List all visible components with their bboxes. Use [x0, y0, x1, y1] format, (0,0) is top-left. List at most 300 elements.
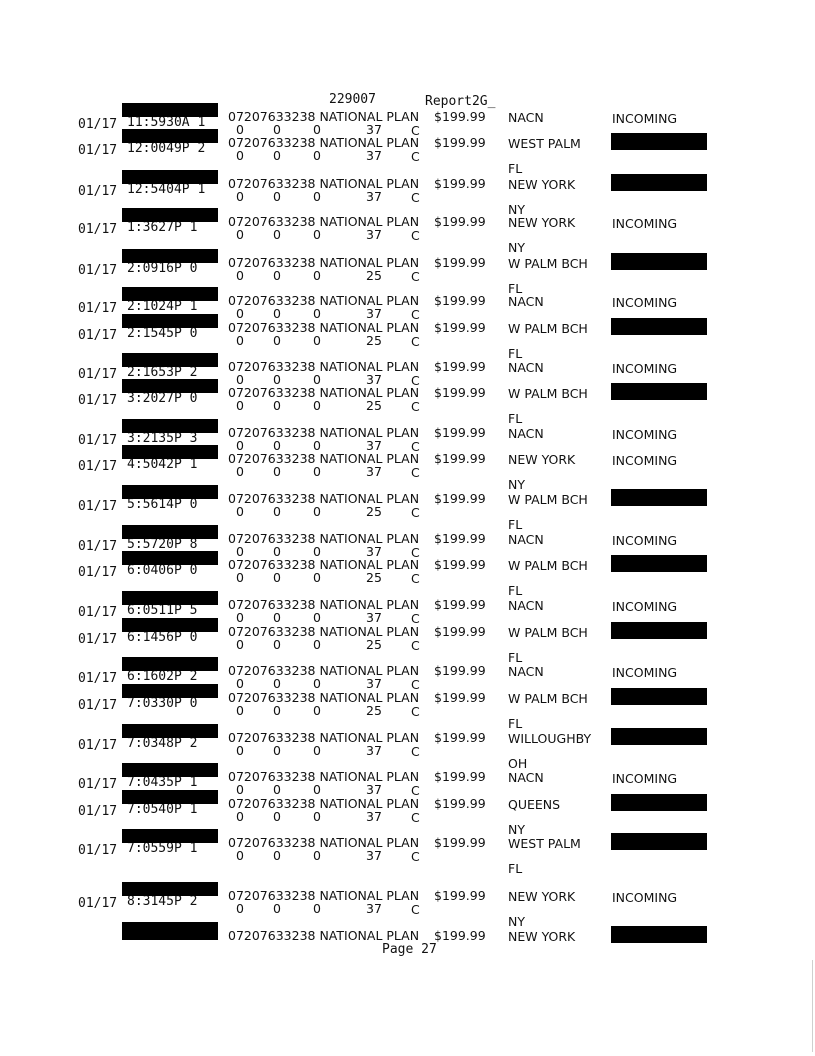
row-zero: 0 [236, 637, 244, 652]
redaction-bar [122, 208, 218, 222]
redaction-bar [122, 485, 218, 499]
row-code: C [411, 638, 420, 653]
call-time: 2:1653P 2 [127, 367, 198, 376]
row-zero: 0 [236, 504, 244, 519]
row-code: C [411, 677, 420, 692]
redaction-bar [122, 170, 218, 184]
call-date: 01/17 [78, 433, 118, 448]
call-time: 12:0049P 2 [127, 143, 206, 152]
row-zero: 0 [313, 743, 321, 758]
plan-price: $199.99 [434, 451, 486, 466]
call-city: W PALM BCH [508, 321, 588, 336]
call-date: 01/17 [78, 539, 118, 554]
plan-number: 07207633238 NATIONAL PLAN [228, 663, 420, 678]
redaction-bar [611, 174, 707, 191]
redaction-bar [122, 287, 218, 301]
row-zero: 0 [313, 901, 321, 916]
row-zero: 0 [236, 306, 244, 321]
call-date: 01/17 [78, 143, 118, 158]
incoming-label: INCOMING [612, 771, 678, 786]
call-date: 01/17 [78, 632, 118, 647]
call-time: 7:0330P 0 [127, 698, 198, 707]
plan-price: $199.99 [434, 796, 486, 811]
plan-price: $199.99 [434, 359, 486, 374]
row-code: C [411, 783, 420, 798]
call-time: 7:0348P 2 [127, 738, 198, 747]
row-zero: 0 [273, 782, 281, 797]
redaction-bar [122, 790, 218, 804]
row-count: 37 [366, 544, 382, 559]
plan-number: 07207633238 NATIONAL PLAN [228, 491, 420, 506]
redaction-bar [611, 133, 707, 150]
call-city: NEW YORK [508, 929, 576, 944]
call-city: W PALM BCH [508, 625, 588, 640]
row-count: 25 [366, 637, 382, 652]
plan-price: $199.99 [434, 928, 486, 943]
redaction-bar [122, 353, 218, 367]
plan-number: 07207633238 NATIONAL PLAN [228, 451, 420, 466]
row-count: 25 [366, 703, 382, 718]
row-zero: 0 [236, 268, 244, 283]
redaction-bar [611, 688, 707, 705]
call-state: FL [508, 161, 523, 176]
row-count: 37 [366, 148, 382, 163]
row-zero: 0 [273, 544, 281, 559]
row-count: 37 [366, 464, 382, 479]
redaction-bar [611, 318, 707, 335]
row-zero: 0 [236, 189, 244, 204]
plan-number: 07207633238 NATIONAL PLAN [228, 176, 420, 191]
row-code: C [411, 744, 420, 759]
plan-price: $199.99 [434, 425, 486, 440]
call-time: 2:0916P 0 [127, 263, 198, 272]
call-date: 01/17 [78, 263, 118, 278]
row-zero: 0 [273, 743, 281, 758]
row-zero: 0 [236, 782, 244, 797]
plan-price: $199.99 [434, 557, 486, 572]
redaction-bar [122, 829, 218, 843]
plan-number: 07207633238 NATIONAL PLAN [228, 385, 420, 400]
call-state: NY [508, 914, 525, 929]
plan-number: 07207633238 NATIONAL PLAN [228, 597, 420, 612]
row-zero: 0 [273, 676, 281, 691]
plan-price: $199.99 [434, 888, 486, 903]
plan-price: $199.99 [434, 293, 486, 308]
row-zero: 0 [236, 809, 244, 824]
call-date: 01/17 [78, 565, 118, 580]
row-zero: 0 [313, 676, 321, 691]
plan-price: $199.99 [434, 255, 486, 270]
call-time: 12:5404P 1 [127, 184, 206, 193]
call-state: NY [508, 477, 525, 492]
row-zero: 0 [313, 570, 321, 585]
call-city: NACN [508, 294, 544, 309]
row-code: C [411, 373, 420, 388]
row-zero: 0 [236, 901, 244, 916]
row-zero: 0 [313, 333, 321, 348]
call-city: W PALM BCH [508, 691, 588, 706]
call-date: 01/17 [78, 671, 118, 686]
row-code: C [411, 228, 420, 243]
redaction-bar [611, 555, 707, 572]
redaction-bar [122, 249, 218, 263]
call-city: NACN [508, 770, 544, 785]
plan-price: $199.99 [434, 624, 486, 639]
call-date: 01/17 [78, 393, 118, 408]
row-zero: 0 [313, 438, 321, 453]
incoming-label: INCOMING [612, 295, 678, 310]
redaction-bar [122, 922, 218, 940]
redaction-bar [122, 684, 218, 698]
call-city: NACN [508, 360, 544, 375]
row-zero: 0 [313, 848, 321, 863]
row-count: 37 [366, 782, 382, 797]
call-date: 01/17 [78, 605, 118, 620]
row-zero: 0 [313, 464, 321, 479]
call-city: QUEENS [508, 797, 561, 812]
row-code: C [411, 123, 420, 138]
call-date: 01/17 [78, 738, 118, 753]
report-name: Report2G_ [425, 94, 496, 109]
row-zero: 0 [273, 901, 281, 916]
row-zero: 0 [313, 544, 321, 559]
row-zero: 0 [313, 306, 321, 321]
plan-price: $199.99 [434, 135, 486, 150]
call-date: 01/17 [78, 117, 118, 132]
row-zero: 0 [273, 464, 281, 479]
call-city: WEST PALM [508, 136, 581, 151]
plan-number: 07207633238 NATIONAL PLAN [228, 769, 420, 784]
incoming-label: INCOMING [612, 599, 678, 614]
call-state: NY [508, 240, 525, 255]
redaction-bar [122, 551, 218, 565]
plan-price: $199.99 [434, 663, 486, 678]
plan-price: $199.99 [434, 769, 486, 784]
row-code: C [411, 399, 420, 414]
call-state: FL [508, 650, 523, 665]
row-zero: 0 [236, 438, 244, 453]
row-count: 25 [366, 504, 382, 519]
redaction-bar [122, 445, 218, 459]
redaction-bar [611, 622, 707, 639]
row-count: 37 [366, 610, 382, 625]
row-code: C [411, 902, 420, 917]
row-zero: 0 [236, 848, 244, 863]
redaction-bar [122, 419, 218, 433]
incoming-label: INCOMING [612, 665, 678, 680]
row-code: C [411, 269, 420, 284]
row-zero: 0 [273, 122, 281, 137]
row-zero: 0 [273, 372, 281, 387]
call-city: WEST PALM [508, 836, 581, 851]
call-time: 3:2027P 0 [127, 393, 198, 402]
incoming-label: INCOMING [612, 453, 678, 468]
row-code: C [411, 190, 420, 205]
incoming-label: INCOMING [612, 111, 678, 126]
row-zero: 0 [273, 268, 281, 283]
plan-number: 07207633238 NATIONAL PLAN [228, 293, 420, 308]
call-date: 01/17 [78, 184, 118, 199]
row-zero: 0 [236, 464, 244, 479]
row-zero: 0 [313, 782, 321, 797]
row-zero: 0 [273, 504, 281, 519]
row-zero: 0 [273, 227, 281, 242]
call-time: 2:1024P 1 [127, 301, 198, 310]
row-code: C [411, 810, 420, 825]
redaction-bar [611, 794, 707, 811]
row-zero: 0 [313, 504, 321, 519]
row-count: 25 [366, 333, 382, 348]
row-count: 37 [366, 189, 382, 204]
call-city: NACN [508, 598, 544, 613]
call-state: FL [508, 411, 523, 426]
redaction-bar [611, 728, 707, 745]
row-count: 37 [366, 809, 382, 824]
row-zero: 0 [236, 148, 244, 163]
plan-number: 07207633238 NATIONAL PLAN [228, 796, 420, 811]
plan-price: $199.99 [434, 531, 486, 546]
redaction-bar [122, 314, 218, 328]
call-date: 01/17 [78, 459, 118, 474]
call-state: FL [508, 281, 523, 296]
row-zero: 0 [236, 398, 244, 413]
call-city: NEW YORK [508, 889, 576, 904]
row-zero: 0 [236, 676, 244, 691]
call-city: NACN [508, 110, 544, 125]
redaction-bar [122, 657, 218, 671]
plan-number: 07207633238 NATIONAL PLAN [228, 690, 420, 705]
row-zero: 0 [313, 637, 321, 652]
row-zero: 0 [313, 610, 321, 625]
redaction-bar [611, 383, 707, 400]
row-code: C [411, 571, 420, 586]
call-city: NACN [508, 532, 544, 547]
plan-price: $199.99 [434, 491, 486, 506]
plan-number: 07207633238 NATIONAL PLAN [228, 888, 420, 903]
row-zero: 0 [273, 570, 281, 585]
call-date: 01/17 [78, 328, 118, 343]
call-state: FL [508, 346, 523, 361]
row-count: 37 [366, 122, 382, 137]
row-code: C [411, 611, 420, 626]
redaction-bar [122, 763, 218, 777]
row-code: C [411, 465, 420, 480]
row-zero: 0 [236, 122, 244, 137]
call-state: FL [508, 861, 523, 876]
redaction-bar [611, 926, 707, 943]
plan-price: $199.99 [434, 214, 486, 229]
row-zero: 0 [313, 372, 321, 387]
call-time: 4:5042P 1 [127, 459, 198, 468]
call-state: FL [508, 583, 523, 598]
call-time: 2:1545P 0 [127, 328, 198, 337]
row-zero: 0 [313, 227, 321, 242]
redaction-bar [122, 103, 218, 117]
incoming-label: INCOMING [612, 533, 678, 548]
row-code: C [411, 439, 420, 454]
call-time: 1:3627P 1 [127, 222, 198, 231]
plan-number: 07207633238 NATIONAL PLAN [228, 359, 420, 374]
row-code: C [411, 149, 420, 164]
redaction-bar [122, 591, 218, 605]
plan-number: 07207633238 NATIONAL PLAN [228, 624, 420, 639]
call-state: NY [508, 202, 525, 217]
row-zero: 0 [273, 189, 281, 204]
row-count: 37 [366, 372, 382, 387]
row-zero: 0 [313, 398, 321, 413]
row-count: 25 [366, 398, 382, 413]
call-city: NEW YORK [508, 215, 576, 230]
call-state: FL [508, 716, 523, 731]
row-zero: 0 [273, 637, 281, 652]
plan-price: $199.99 [434, 176, 486, 191]
redaction-bar [122, 525, 218, 539]
call-city: NEW YORK [508, 452, 576, 467]
plan-price: $199.99 [434, 109, 486, 124]
plan-number: 07207633238 NATIONAL PLAN [228, 214, 420, 229]
plan-number: 07207633238 NATIONAL PLAN [228, 425, 420, 440]
scan-edge-line [812, 960, 813, 1052]
call-city: NACN [508, 426, 544, 441]
row-code: C [411, 307, 420, 322]
row-zero: 0 [236, 570, 244, 585]
call-time: 5:5720P 8 [127, 539, 198, 548]
redaction-bar [611, 833, 707, 850]
call-date: 01/17 [78, 301, 118, 316]
call-time: 5:5614P 0 [127, 499, 198, 508]
plan-number: 07207633238 NATIONAL PLAN [228, 255, 420, 270]
redaction-bar [122, 618, 218, 632]
plan-number: 07207633238 NATIONAL PLAN [228, 928, 420, 943]
call-state: FL [508, 517, 523, 532]
call-date: 01/17 [78, 896, 118, 911]
row-zero: 0 [273, 610, 281, 625]
call-time: 6:1456P 0 [127, 632, 198, 641]
row-code: C [411, 334, 420, 349]
plan-number: 07207633238 NATIONAL PLAN [228, 320, 420, 335]
call-city: WILLOUGHBY [508, 731, 592, 746]
call-date: 01/17 [78, 499, 118, 514]
row-zero: 0 [236, 703, 244, 718]
plan-number: 07207633238 NATIONAL PLAN [228, 109, 420, 124]
row-count: 37 [366, 901, 382, 916]
call-date: 01/17 [78, 698, 118, 713]
redaction-bar [122, 129, 218, 143]
call-date: 01/17 [78, 804, 118, 819]
plan-number: 07207633238 NATIONAL PLAN [228, 135, 420, 150]
incoming-label: INCOMING [612, 890, 678, 905]
row-zero: 0 [273, 306, 281, 321]
row-zero: 0 [273, 438, 281, 453]
row-zero: 0 [273, 333, 281, 348]
plan-price: $199.99 [434, 835, 486, 850]
row-zero: 0 [236, 372, 244, 387]
row-code: C [411, 545, 420, 560]
plan-price: $199.99 [434, 385, 486, 400]
row-zero: 0 [313, 268, 321, 283]
report-id: 229007 [329, 92, 376, 107]
redaction-bar [122, 882, 218, 896]
call-time: 6:0406P 0 [127, 565, 198, 574]
redaction-bar [122, 379, 218, 393]
plan-price: $199.99 [434, 320, 486, 335]
plan-number: 07207633238 NATIONAL PLAN [228, 835, 420, 850]
plan-price: $199.99 [434, 597, 486, 612]
page-number: Page 27 [382, 942, 437, 957]
incoming-label: INCOMING [612, 361, 678, 376]
row-zero: 0 [236, 743, 244, 758]
row-count: 37 [366, 227, 382, 242]
row-zero: 0 [313, 148, 321, 163]
call-date: 01/17 [78, 222, 118, 237]
row-code: C [411, 849, 420, 864]
call-time: 8:3145P 2 [127, 896, 198, 905]
row-zero: 0 [313, 809, 321, 824]
row-count: 37 [366, 676, 382, 691]
redaction-bar [122, 724, 218, 738]
row-zero: 0 [236, 333, 244, 348]
row-count: 37 [366, 848, 382, 863]
incoming-label: INCOMING [612, 216, 678, 231]
row-zero: 0 [236, 610, 244, 625]
row-zero: 0 [273, 809, 281, 824]
row-zero: 0 [313, 189, 321, 204]
call-time: 6:1602P 2 [127, 671, 198, 680]
row-zero: 0 [313, 703, 321, 718]
plan-number: 07207633238 NATIONAL PLAN [228, 730, 420, 745]
call-city: NEW YORK [508, 177, 576, 192]
call-state: NY [508, 822, 525, 837]
row-count: 25 [366, 570, 382, 585]
call-time: 7:0540P 1 [127, 804, 198, 813]
row-zero: 0 [313, 122, 321, 137]
plan-number: 07207633238 NATIONAL PLAN [228, 531, 420, 546]
call-state: OH [508, 756, 528, 771]
call-time: 11:5930A 1 [127, 117, 206, 126]
call-city: W PALM BCH [508, 558, 588, 573]
call-city: W PALM BCH [508, 492, 588, 507]
row-count: 25 [366, 268, 382, 283]
incoming-label: INCOMING [612, 427, 678, 442]
row-zero: 0 [273, 848, 281, 863]
row-zero: 0 [236, 544, 244, 559]
call-time: 3:2135P 3 [127, 433, 198, 442]
row-zero: 0 [273, 398, 281, 413]
call-time: 6:0511P 5 [127, 605, 198, 614]
call-time: 7:0559P 1 [127, 843, 198, 852]
call-time: 7:0435P 1 [127, 777, 198, 786]
row-zero: 0 [273, 703, 281, 718]
plan-number: 07207633238 NATIONAL PLAN [228, 557, 420, 572]
row-count: 37 [366, 743, 382, 758]
call-date: 01/17 [78, 367, 118, 382]
row-zero: 0 [236, 227, 244, 242]
plan-price: $199.99 [434, 690, 486, 705]
row-count: 37 [366, 306, 382, 321]
call-city: W PALM BCH [508, 386, 588, 401]
redaction-bar [611, 253, 707, 270]
call-city: NACN [508, 664, 544, 679]
call-date: 01/17 [78, 777, 118, 792]
row-count: 37 [366, 438, 382, 453]
call-city: W PALM BCH [508, 256, 588, 271]
row-zero: 0 [273, 148, 281, 163]
row-code: C [411, 704, 420, 719]
row-code: C [411, 505, 420, 520]
redaction-bar [611, 489, 707, 506]
plan-price: $199.99 [434, 730, 486, 745]
call-date: 01/17 [78, 843, 118, 858]
